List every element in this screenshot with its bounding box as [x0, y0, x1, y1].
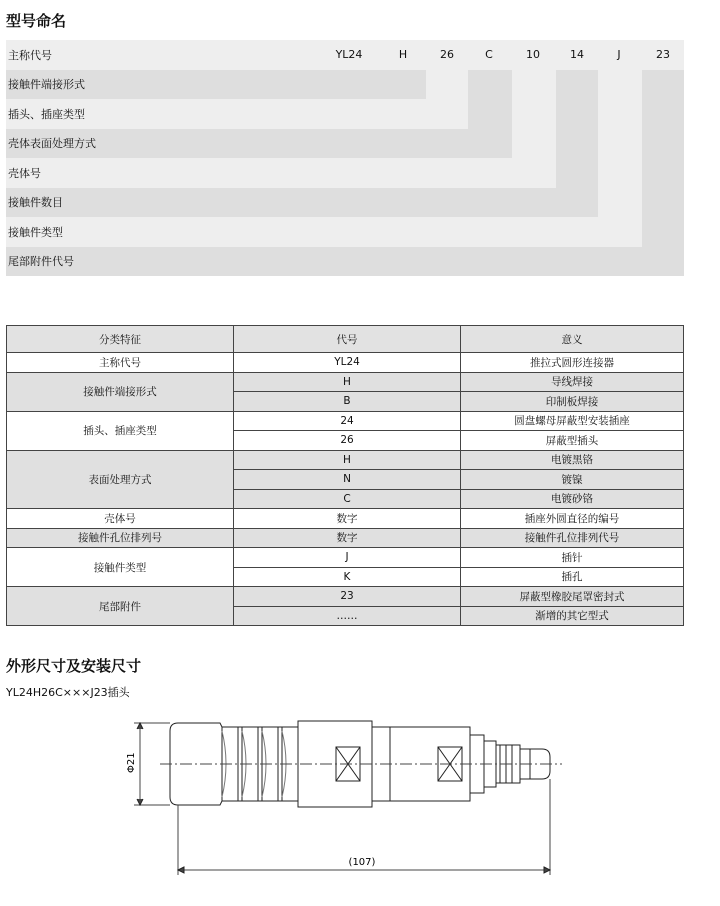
meaning-cell: 渐增的其它型式 [461, 606, 684, 626]
naming-code: H [398, 48, 408, 62]
code-cell: H [234, 372, 461, 392]
meaning-cell: 插座外圆直径的编号 [461, 509, 684, 529]
meaning-cell: 接触件孔位排列代号 [461, 528, 684, 548]
naming-diagram [6, 40, 684, 276]
naming-code: 14 [570, 48, 584, 62]
naming-stem [512, 70, 556, 188]
code-cell: YL24 [234, 353, 461, 373]
naming-row-label: 接触件端接形式 [8, 78, 85, 92]
header-meaning: 意义 [461, 326, 684, 353]
feature-cell: 接触件类型 [7, 548, 234, 587]
meaning-cell: 屏蔽型橡胶尾罩密封式 [461, 587, 684, 607]
naming-row [6, 188, 556, 218]
feature-cell: 接触件孔位排列号 [7, 528, 234, 548]
code-cell: 23 [234, 587, 461, 607]
table-row [7, 411, 684, 431]
code-cell: K [234, 567, 461, 587]
feature-cell: 尾部附件 [7, 587, 234, 626]
naming-stem [426, 70, 468, 129]
dimensions-title: 外形尺寸及安装尺寸 [6, 657, 142, 675]
feature-cell: 插头、插座类型 [7, 411, 234, 450]
naming-stem [468, 70, 512, 159]
meaning-cell: 圆盘螺母屏蔽型安装插座 [461, 411, 684, 431]
meaning-cell: 插针 [461, 548, 684, 568]
table-row [7, 548, 684, 568]
naming-row-label: 接触件类型 [8, 225, 63, 239]
header-code: 代号 [234, 326, 461, 353]
meaning-cell: 电镀砂铬 [461, 489, 684, 509]
naming-row-label: 壳体表面处理方式 [8, 137, 96, 151]
naming-row [6, 247, 642, 277]
naming-row-label: 接触件数目 [8, 196, 63, 210]
naming-stem [382, 70, 426, 100]
meaning-cell: 插孔 [461, 567, 684, 587]
code-cell: 数字 [234, 509, 461, 529]
naming-row-label: 主称代号 [8, 48, 52, 62]
table-row [7, 372, 684, 392]
code-cell: 24 [234, 411, 461, 431]
naming-code: C [485, 48, 493, 62]
naming-row-label: 尾部附件代号 [8, 255, 74, 269]
naming-code: YL24 [335, 48, 363, 62]
naming-row [6, 217, 598, 247]
dimensions-subtitle: YL24H26C×××J23插头 [6, 686, 130, 699]
code-cell: J [234, 548, 461, 568]
table-row [7, 528, 684, 548]
meaning-cell: 推拉式圆形连接器 [461, 353, 684, 373]
naming-code: 26 [440, 48, 454, 62]
diameter-label: Φ21 [126, 752, 137, 773]
meaning-cell: 屏蔽型插头 [461, 431, 684, 451]
naming-code: 10 [526, 48, 540, 62]
naming-row [6, 158, 512, 188]
naming-stem [556, 70, 598, 218]
code-cell: N [234, 470, 461, 490]
spec-table [6, 325, 684, 626]
meaning-cell: 导线焊接 [461, 372, 684, 392]
header-feature: 分类特征 [7, 326, 234, 353]
naming-stem [642, 70, 684, 277]
code-cell: 数字 [234, 528, 461, 548]
naming-stem [598, 70, 642, 247]
feature-cell: 表面处理方式 [7, 450, 234, 509]
naming-title: 型号命名 [6, 12, 67, 30]
naming-row [6, 70, 382, 100]
code-cell: B [234, 392, 461, 412]
meaning-cell: 电镀黑铬 [461, 450, 684, 470]
naming-row-label: 壳体号 [8, 166, 41, 180]
feature-cell: 接触件端接形式 [7, 372, 234, 411]
naming-row-label: 插头、插座类型 [8, 107, 85, 121]
naming-code: J [617, 48, 621, 62]
code-cell: H [234, 450, 461, 470]
naming-row [6, 129, 468, 159]
table-row [7, 587, 684, 607]
table-row [7, 353, 684, 373]
code-cell: 26 [234, 431, 461, 451]
code-cell: C [234, 489, 461, 509]
feature-cell: 主称代号 [7, 353, 234, 373]
code-cell: …… [234, 606, 461, 626]
table-row [7, 509, 684, 529]
table-row [7, 450, 684, 470]
naming-row [6, 99, 426, 129]
meaning-cell: 印制板焊接 [461, 392, 684, 412]
connector-drawing [110, 705, 580, 880]
naming-code: 23 [656, 48, 670, 62]
feature-cell: 壳体号 [7, 509, 234, 529]
meaning-cell: 镀镍 [461, 470, 684, 490]
length-label: (107) [348, 857, 376, 868]
